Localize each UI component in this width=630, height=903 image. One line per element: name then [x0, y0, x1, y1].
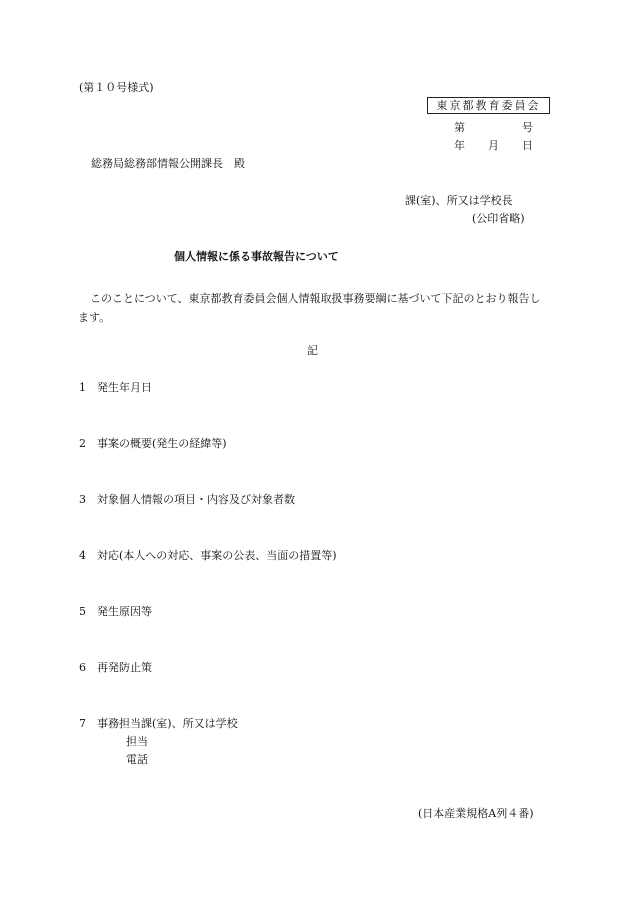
item-number: 5	[79, 605, 86, 618]
item-prevention	[79, 662, 152, 673]
addressee: 総務局総務部情報公開課長 殿	[91, 157, 245, 170]
date-day: 日	[522, 139, 533, 152]
item-case-summary	[79, 438, 227, 449]
item-number: 2	[79, 437, 86, 450]
doc-number-dai: 第	[454, 121, 465, 134]
document-title: 個人情報に係る事故報告について	[174, 250, 339, 263]
paper-size-note: (日本産業規格A列４番)	[418, 807, 534, 820]
body-text: このことについて、東京都教育委員会個人情報取扱事務要綱に基づいて下記のとおり報告します。	[78, 292, 541, 324]
item-target-info	[79, 494, 295, 505]
item-label: 発生年月日	[97, 381, 152, 394]
item-occurrence-date	[79, 382, 152, 393]
item-responsible-office	[79, 718, 238, 729]
item-response	[79, 550, 337, 561]
form-number: (第１０号様式)	[79, 81, 154, 94]
contact-phone: 電話	[126, 753, 148, 766]
contact-person: 担当	[126, 735, 148, 748]
item-label: 事案の概要(発生の経緯等)	[97, 437, 227, 450]
item-label: 事務担当課(室)、所又は学校	[97, 717, 238, 730]
item-label: 対象個人情報の項目・内容及び対象者数	[97, 493, 295, 506]
date-year: 年	[454, 139, 465, 152]
doc-number-go: 号	[522, 121, 533, 134]
date-month: 月	[488, 139, 499, 152]
seal-note: (公印省略)	[472, 212, 525, 225]
item-label: 発生原因等	[97, 605, 152, 618]
item-number: 6	[79, 661, 86, 674]
issuer-box: 東京都教育委員会	[427, 97, 550, 114]
item-number: 3	[79, 493, 86, 506]
sender: 課(室)、所又は学校長	[405, 194, 513, 207]
item-label: 対応(本人への対応、事案の公表、当面の措置等)	[97, 549, 337, 562]
item-label: 再発防止策	[97, 661, 152, 674]
item-number: 4	[79, 549, 86, 562]
item-cause	[79, 606, 152, 617]
ki-heading: 記	[307, 344, 318, 357]
item-number: 7	[79, 717, 86, 730]
item-number: 1	[79, 381, 86, 394]
